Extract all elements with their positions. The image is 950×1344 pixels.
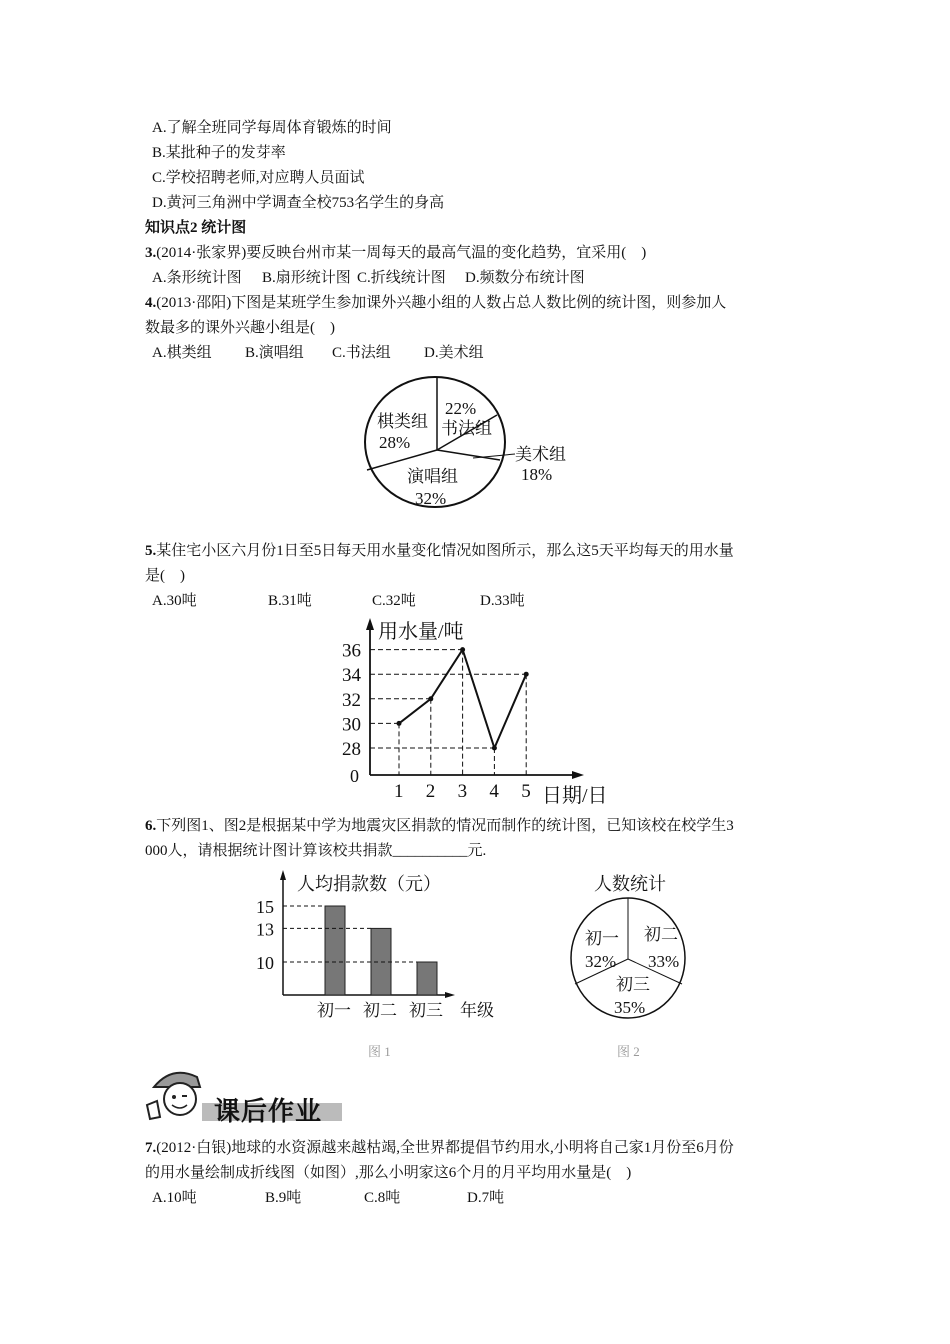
x-tick-label: 1: [394, 781, 404, 802]
q7-option-d: D.7吨: [467, 1190, 505, 1206]
slice-label-singing: 演唱组: [407, 467, 458, 486]
q7-option-c: C.8吨: [364, 1190, 401, 1206]
pie-slice-label: 初一: [585, 929, 619, 948]
q4-stem: (2013·邵阳)下图是某班学生参加课外兴趣小组的人数占总人数比例的统计图，则参加人: [156, 295, 727, 311]
pie-title: 人数统计: [594, 874, 666, 894]
q4-option-d: D.美术组: [424, 345, 484, 361]
q5-option-c: C.32吨: [372, 593, 416, 609]
pie-slice-value: 33%: [648, 952, 680, 971]
q4-option-b: B.演唱组: [245, 345, 304, 361]
q4-option-a: A.棋类组: [152, 345, 212, 361]
figure2-caption: 图 2: [617, 1044, 640, 1059]
slice-value-calligraphy: 22%: [445, 399, 477, 418]
slice-label-calligraphy: 书法组: [441, 419, 492, 438]
q7-option-b: B.9吨: [265, 1190, 302, 1206]
y-tick-label: 30: [342, 714, 361, 736]
slice-label-chess: 棋类组: [377, 412, 428, 431]
slice-value-singing: 32%: [415, 489, 447, 508]
x-axis-label: 日期/日: [542, 785, 608, 807]
y-axis-arrow: [280, 870, 286, 880]
q6-line2: 000人，请根据统计图计算该校共捐款__________元.: [145, 843, 487, 859]
banner-title: 课后作业: [214, 1097, 323, 1127]
y-tick-label: 28: [342, 739, 361, 760]
pie-slice-value: 32%: [585, 952, 617, 971]
y-tick-label: 36: [342, 640, 361, 662]
cartoon-boy-icon: [142, 1065, 212, 1127]
q6-number: 6.: [145, 818, 157, 834]
x-tick-label: 3: [457, 781, 468, 802]
q5-option-a: A.30吨: [152, 593, 197, 609]
slice-label-art: 美术组: [515, 445, 566, 464]
q3-stem: (2014·张家界)要反映台州市某一周每天的最高气温的变化趋势，宜采用( ): [156, 245, 647, 261]
x-tick-label: 5: [521, 781, 531, 802]
x-tick-label: 4: [489, 781, 499, 802]
bar: [417, 962, 437, 995]
q3-option-b: B.扇形统计图: [262, 270, 351, 286]
y-tick-label: 34: [342, 665, 361, 687]
x-tick-label: 初三: [409, 1001, 443, 1020]
x-tick-label: 初一: [317, 1001, 351, 1020]
y-tick-label: 0: [350, 766, 359, 786]
pie-slice-label: 初三: [616, 975, 650, 994]
q7-number: 7.: [145, 1140, 157, 1156]
pie-slice-value: 35%: [614, 998, 646, 1017]
figure1-caption: 图 1: [368, 1044, 391, 1059]
q2-option-a: A.了解全班同学每周体育锻炼的时间: [152, 120, 392, 136]
q3-option-a: A.条形统计图: [152, 270, 242, 286]
y-tick-label: 32: [342, 689, 361, 711]
q7-line2: 的用水量绘制成折线图（如图）,那么小明家这6个月的月平均用水量是( ): [145, 1165, 632, 1181]
q5-option-b: B.31吨: [268, 593, 312, 609]
q7-stem: (2012·白银)地球的水资源越来越枯竭,全世界都提倡节约用水,小明将自己家1月份至6月份: [156, 1140, 734, 1156]
y-axis-label: 用水量/吨: [378, 621, 464, 643]
y-tick-label: 13: [256, 919, 274, 940]
slice-value-chess: 28%: [379, 433, 411, 452]
q2-option-c: C.学校招聘老师,对应聘人员面试: [152, 170, 365, 186]
q6-stem: 下列图1、图2是根据某中学为地震灾区捐款的情况而制作的统计图，已知该校在校学生3: [156, 818, 734, 834]
q5-option-d: D.33吨: [480, 593, 525, 609]
chart-title: 人均捐款数（元）: [297, 874, 441, 894]
q5-line2: 是( ): [145, 568, 185, 584]
homework-banner: [142, 1065, 342, 1127]
q2-option-d: D.黄河三角洲中学调查全校753名学生的身高: [152, 195, 445, 211]
q7-line1: [145, 1138, 734, 1158]
x-axis-arrow: [445, 992, 455, 998]
q7-option-a: A.10吨: [152, 1190, 197, 1206]
slice-value-art: 18%: [521, 465, 553, 484]
x-tick-label: 2: [425, 781, 436, 802]
x-axis-label: 年级: [460, 1001, 494, 1020]
pie-slice-label: 初二: [644, 925, 678, 944]
q4-line2: 数最多的课外兴趣小组是( ): [145, 320, 335, 336]
q4-number: 4.: [145, 295, 157, 311]
q5-number: 5.: [145, 543, 157, 559]
q4-option-c: C.书法组: [332, 345, 391, 361]
q3-option-c: C.折线统计图: [357, 270, 446, 286]
q3-number: 3.: [145, 245, 157, 261]
bar: [325, 906, 345, 995]
q2-option-b: B.某批种子的发芽率: [152, 145, 286, 161]
section-title: 知识点2 统计图: [145, 220, 247, 236]
x-tick-label: 初二: [363, 1001, 397, 1020]
y-tick-label: 15: [256, 897, 274, 917]
y-tick-label: 10: [256, 953, 274, 973]
q3-option-d: D.频数分布统计图: [465, 270, 585, 286]
q5-stem: 某住宅小区六月份1日至5日每天用水量变化情况如图所示，那么这5天平均每天的用水量: [156, 543, 734, 559]
